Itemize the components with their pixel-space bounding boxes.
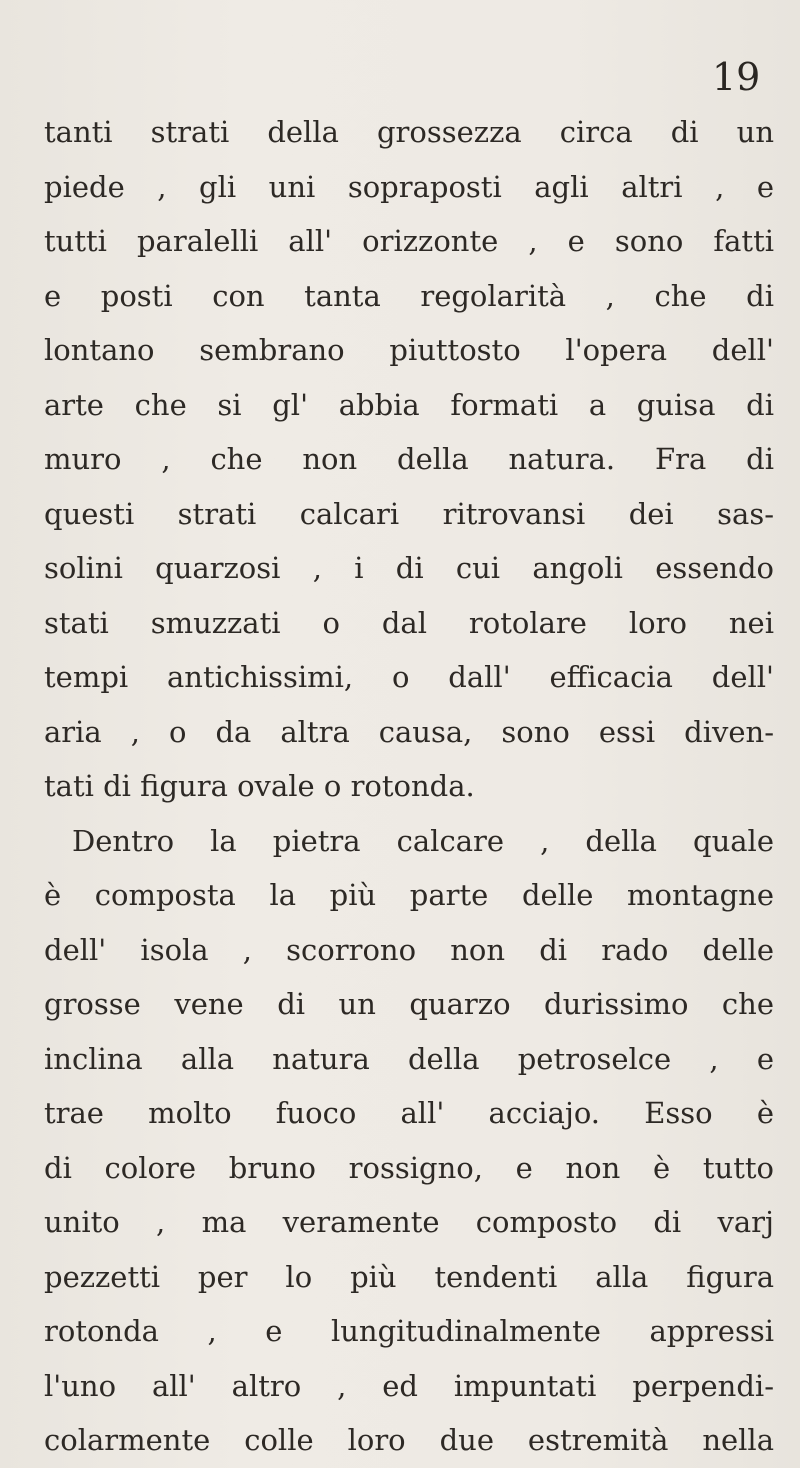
- text-line: aria , o da altra causa, sono essi diven-: [44, 714, 774, 749]
- text-line: Dentro la pietra calcare , della quale: [72, 823, 774, 858]
- text-line: stati smuzzati o dal rotolare loro nei: [44, 605, 774, 640]
- text-line: tanti strati della grossezza circa di un: [44, 115, 774, 149]
- text-line: rotonda , e lungitudinalmente appressi: [44, 1314, 774, 1348]
- text-line: colarmente colle loro due estremità nella: [44, 1423, 774, 1457]
- text-line: e posti con tanta regolarità , che di: [44, 278, 774, 313]
- text-line: tempi antichissimi, o dall' efficacia dell': [44, 660, 774, 694]
- body-text: [44, 105, 774, 1468]
- text-line: arte che si gl' abbia formati a guisa di: [44, 387, 774, 422]
- text-line: trae molto fuoco all' acciajo. Esso è: [44, 1096, 774, 1130]
- text-line: l'uno all' altro , ed impuntati perpendi-: [44, 1368, 774, 1403]
- text-line: tutti paralelli all' orizzonte , e sono fatti: [44, 224, 774, 258]
- text-line: piede , gli uni sopraposti agli altri , e: [44, 169, 774, 204]
- text-line: dell' isola , scorrono non di rado delle: [44, 932, 774, 967]
- text-line: tati di figura ovale o rotonda.: [44, 769, 475, 803]
- text-line: questi strati calcari ritrovansi dei sas-: [44, 496, 774, 531]
- text-line: inclina alla natura della petroselce , e: [44, 1041, 774, 1076]
- page-number: 19: [712, 55, 761, 99]
- text-line: pezzetti per lo più tendenti alla figura: [44, 1259, 774, 1294]
- text-line: solini quarzosi , i di cui angoli essendo: [44, 551, 774, 585]
- text-line: grosse vene di un quarzo durissimo che: [44, 987, 774, 1021]
- text-line: è composta la più parte delle montagne: [44, 878, 774, 912]
- text-line: muro , che non della natura. Fra di: [44, 442, 774, 476]
- text-line: unito , ma veramente composto di varj: [44, 1205, 774, 1239]
- text-line: di colore bruno rossigno, e non è tutto: [44, 1150, 774, 1185]
- text-line: lontano sembrano piuttosto l'opera dell': [44, 333, 774, 367]
